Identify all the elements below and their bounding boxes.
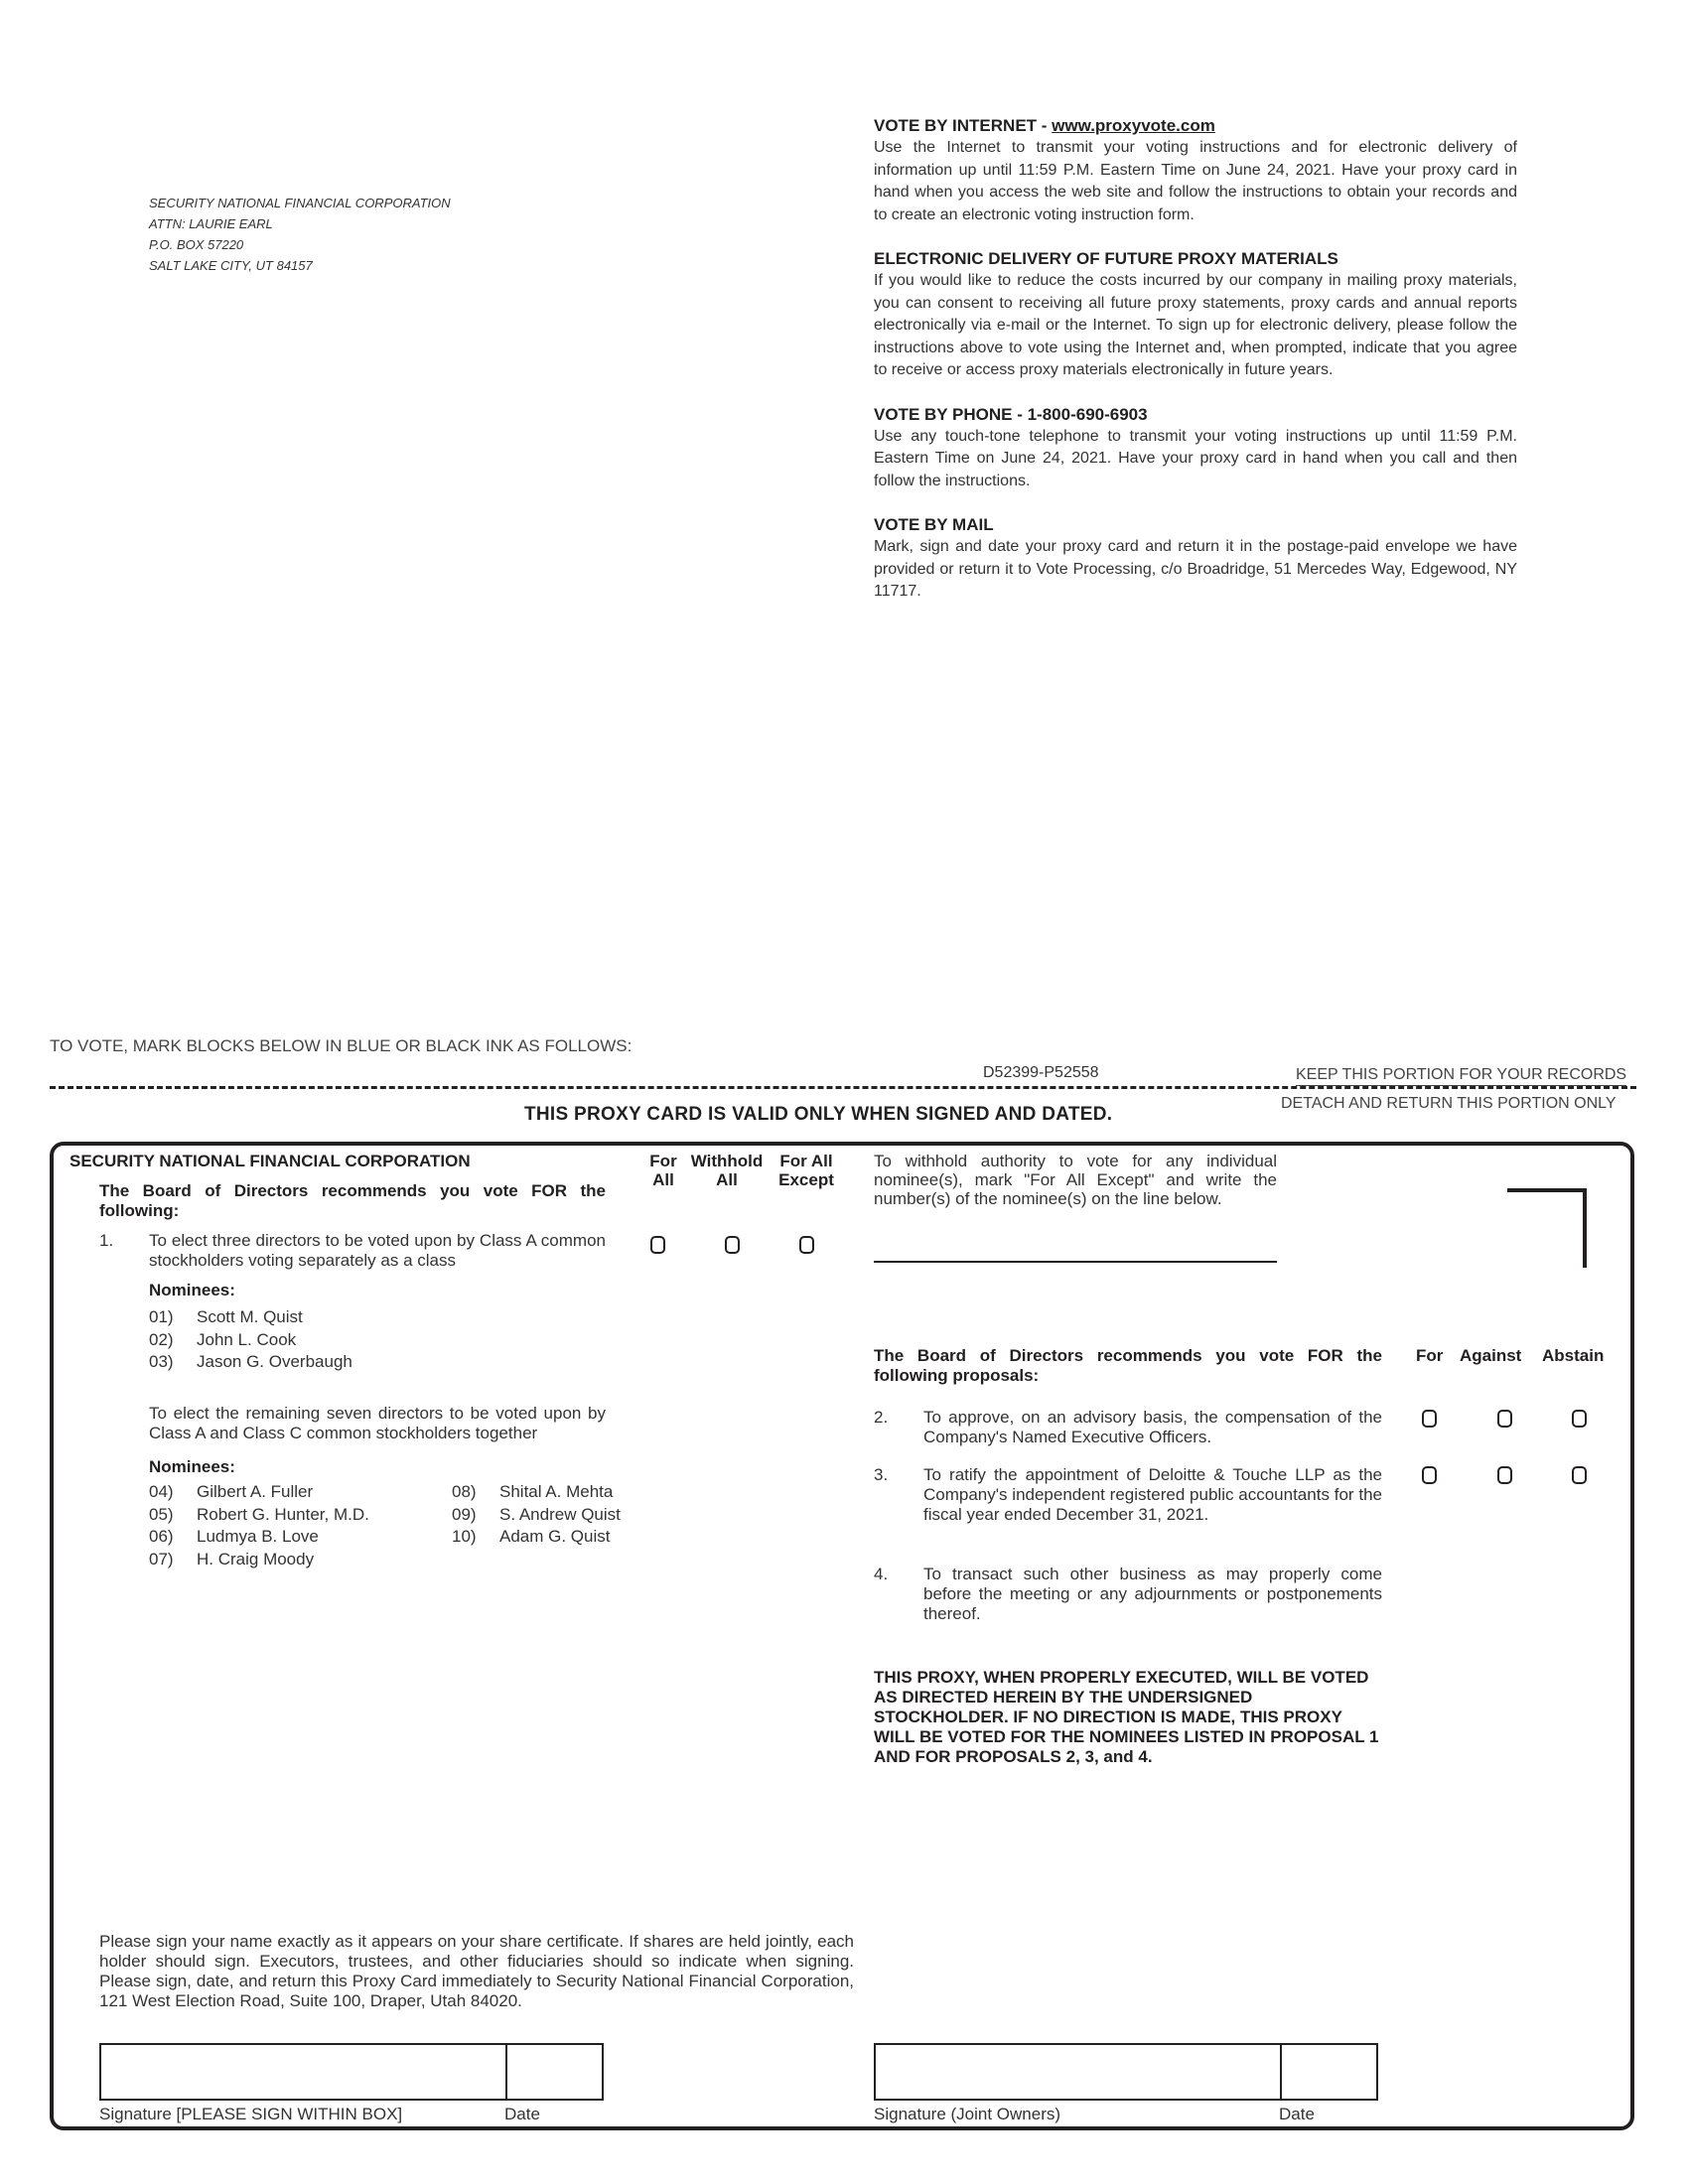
date-divider (505, 2045, 507, 2099)
vote-by-phone-body: Use any touch-tone telephone to transmit your voting instructions up until 11:59 P.M. Eastern Time on June 24, 2021. Have your proxy card in hand when you call and then follow the instructions. (874, 427, 1517, 489)
card-company-name: SECURITY NATIONAL FINANCIAL CORPORATION (70, 1152, 471, 1170)
date-label: Date (504, 2105, 540, 2123)
nominee-item: 10) Adam G. Quist (452, 1527, 611, 1546)
proposal-3-abstain-checkbox[interactable] (1572, 1466, 1587, 1484)
vote-by-internet-body: Use the Internet to transmit your voting instructions and for electronic delivery of information up until 11:59 P.M. Eastern Time on June 24, 2021. Have your proxy card in hand when you access the web site and follow the instructions to obtain your records and to create an electronic voting instruction form. (874, 139, 1517, 223)
registration-corner-mark (1507, 1188, 1587, 1268)
proxy-direction-notice: THIS PROXY, WHEN PROPERLY EXECUTED, WILL BE VOTED AS DIRECTED HEREIN BY THE UNDERSIGNED STOCKHOLDER. IF NO DIRECTION IS MADE, THIS PROXY WILL BE VOTED FOR THE NOMINEES LISTED IN PROPOSAL 1 AND FOR PROPOSALS 2, 3, and 4. (874, 1668, 1379, 1766)
vote-instructions (874, 115, 1517, 625)
proxyvote-link[interactable]: www.proxyvote.com (1052, 116, 1215, 135)
address-line: SECURITY NATIONAL FINANCIAL CORPORATION (149, 196, 451, 210)
nominees-left-column (149, 1481, 369, 1570)
nominee-item: 07) H. Craig Moody (149, 1549, 315, 1569)
proposal-2-against-checkbox[interactable] (1497, 1410, 1512, 1428)
signature-box[interactable] (99, 2043, 604, 2101)
address-line: P.O. BOX 57220 (149, 237, 244, 252)
nominee-item: 02) John L. Cook (149, 1329, 297, 1349)
vote-by-phone-title: VOTE BY PHONE - 1-800-690-6903 (874, 404, 1148, 424)
proposal-3-number: 3. (874, 1465, 889, 1484)
vote-by-internet-title: VOTE BY INTERNET - www.proxyvote.com (874, 116, 1215, 135)
signature-label: Signature [PLEASE SIGN WITHIN BOX] (99, 2105, 403, 2123)
for-all-checkbox[interactable] (650, 1236, 665, 1254)
signing-instructions: Please sign your name exactly as it appears on your share certificate. If shares are held jointly, each holder should sign. Executors, trustees, and other fiduciaries should so indicate when signing. Please sign, date, and return this Proxy Card immediately to Security National Financial Corporation, 121 West Election Road, Suite 100, Draper, Utah 84020. (99, 1932, 854, 2010)
nominee-item: 06) Ludmya B. Love (149, 1527, 319, 1546)
electronic-delivery-section (874, 248, 1517, 382)
joint-date-divider (1280, 2045, 1282, 2099)
control-code: D52399-P52558 (983, 1064, 1099, 1081)
col-for-all: For All (649, 1152, 677, 1189)
vote-by-mail-title: VOTE BY MAIL (874, 515, 994, 534)
nominee-item: 01) Scott M. Quist (149, 1307, 303, 1326)
col-against: Against (1460, 1346, 1522, 1365)
item-1-number: 1. (99, 1231, 114, 1250)
proposal-2-text: To approve, on an advisory basis, the compensation of the Company's Named Executive Officers. (923, 1408, 1382, 1446)
address-line: ATTN: LAURIE EARL (149, 216, 273, 231)
item-1-text: To elect three directors to be voted upon by Class A common stockholders voting separately as a class (149, 1231, 606, 1270)
col-for: For (1416, 1346, 1444, 1365)
proposal-2-number: 2. (874, 1408, 889, 1427)
validity-notice: THIS PROXY CARD IS VALID ONLY WHEN SIGNED AND DATED. (524, 1104, 1113, 1125)
proposal-3-text: To ratify the appointment of Deloitte & Touche LLP as the Company's independent registered public accountants for the fiscal year ended December 31, 2021. (923, 1465, 1382, 1524)
nominee-item: 09) S. Andrew Quist (452, 1504, 621, 1524)
nominees-label: Nominees: (149, 1281, 235, 1299)
nominees-class-a (149, 1306, 352, 1374)
return-address (149, 193, 451, 276)
withhold-all-checkbox[interactable] (725, 1236, 740, 1254)
board-recommendation-1: The Board of Directors recommends you vote FOR the following: (99, 1181, 606, 1220)
detach-portion-label: DETACH AND RETURN THIS PORTION ONLY (1281, 1095, 1617, 1112)
proposal-3-for-checkbox[interactable] (1422, 1466, 1437, 1484)
electronic-delivery-title: ELECTRONIC DELIVERY OF FUTURE PROXY MATERIALS (874, 249, 1338, 268)
joint-signature-label: Signature (Joint Owners) (874, 2105, 1061, 2123)
address-line: SALT LAKE CITY, UT 84157 (149, 258, 313, 273)
nominee-item: 05) Robert G. Hunter, M.D. (149, 1504, 369, 1524)
proposal-2-for-checkbox[interactable] (1422, 1410, 1437, 1428)
board-recommendation-2: The Board of Directors recommends you vote FOR the following proposals: (874, 1346, 1382, 1385)
col-abstain: Abstain (1542, 1346, 1605, 1365)
nominee-write-in-line[interactable] (874, 1261, 1277, 1263)
vote-by-mail-section (874, 514, 1517, 604)
mark-instructions: TO VOTE, MARK BLOCKS BELOW IN BLUE OR BLACK INK AS FOLLOWS: (50, 1036, 633, 1055)
proposal-2-abstain-checkbox[interactable] (1572, 1410, 1587, 1428)
vote-by-phone-section (874, 404, 1517, 493)
col-for-all-except: For All Except (778, 1152, 834, 1189)
nominees-right-column (452, 1481, 621, 1549)
remaining-directors-text: To elect the remaining seven directors to be voted upon by Class A and Class C common stockholders together (149, 1404, 606, 1442)
joint-date-label: Date (1279, 2105, 1315, 2123)
nominee-item: 03) Jason G. Overbaugh (149, 1352, 352, 1371)
detach-line (50, 1086, 1636, 1089)
nominee-item: 08) Shital A. Mehta (452, 1482, 614, 1501)
nominee-item: 04) Gilbert A. Fuller (149, 1482, 314, 1501)
proposal-4-number: 4. (874, 1565, 889, 1583)
proposal-3-against-checkbox[interactable] (1497, 1466, 1512, 1484)
vote-by-internet-section (874, 115, 1517, 226)
col-withhold-all: Withhold All (690, 1152, 764, 1189)
proposal-4-text: To transact such other business as may properly come before the meeting or any adjournments or postponements thereof. (923, 1565, 1382, 1623)
electronic-delivery-body: If you would like to reduce the costs incurred by our company in mailing proxy materials, you can consent to receiving all future proxy statements, proxy cards and annual reports electronically via e-mail or the Internet. To sign up for electronic delivery, please follow the instructions above to vote using the Internet and, when prompted, indicate that you agree to receive or access proxy materials electronically in future years. (874, 272, 1517, 378)
nominees-label-2: Nominees: (149, 1457, 235, 1476)
vote-by-mail-body: Mark, sign and date your proxy card and return it in the postage-paid envelope we have provided or return it to Vote Processing, c/o Broadridge, 51 Mercedes Way, Edgewood, NY 11717. (874, 538, 1517, 600)
withhold-instructions: To withhold authority to vote for any individual nominee(s), mark "For All Except" and write the number(s) of the nominee(s) on the line below. (874, 1152, 1277, 1208)
for-all-except-checkbox[interactable] (799, 1236, 814, 1254)
keep-portion-label: KEEP THIS PORTION FOR YOUR RECORDS (1296, 1066, 1626, 1086)
joint-signature-box[interactable] (874, 2043, 1378, 2101)
